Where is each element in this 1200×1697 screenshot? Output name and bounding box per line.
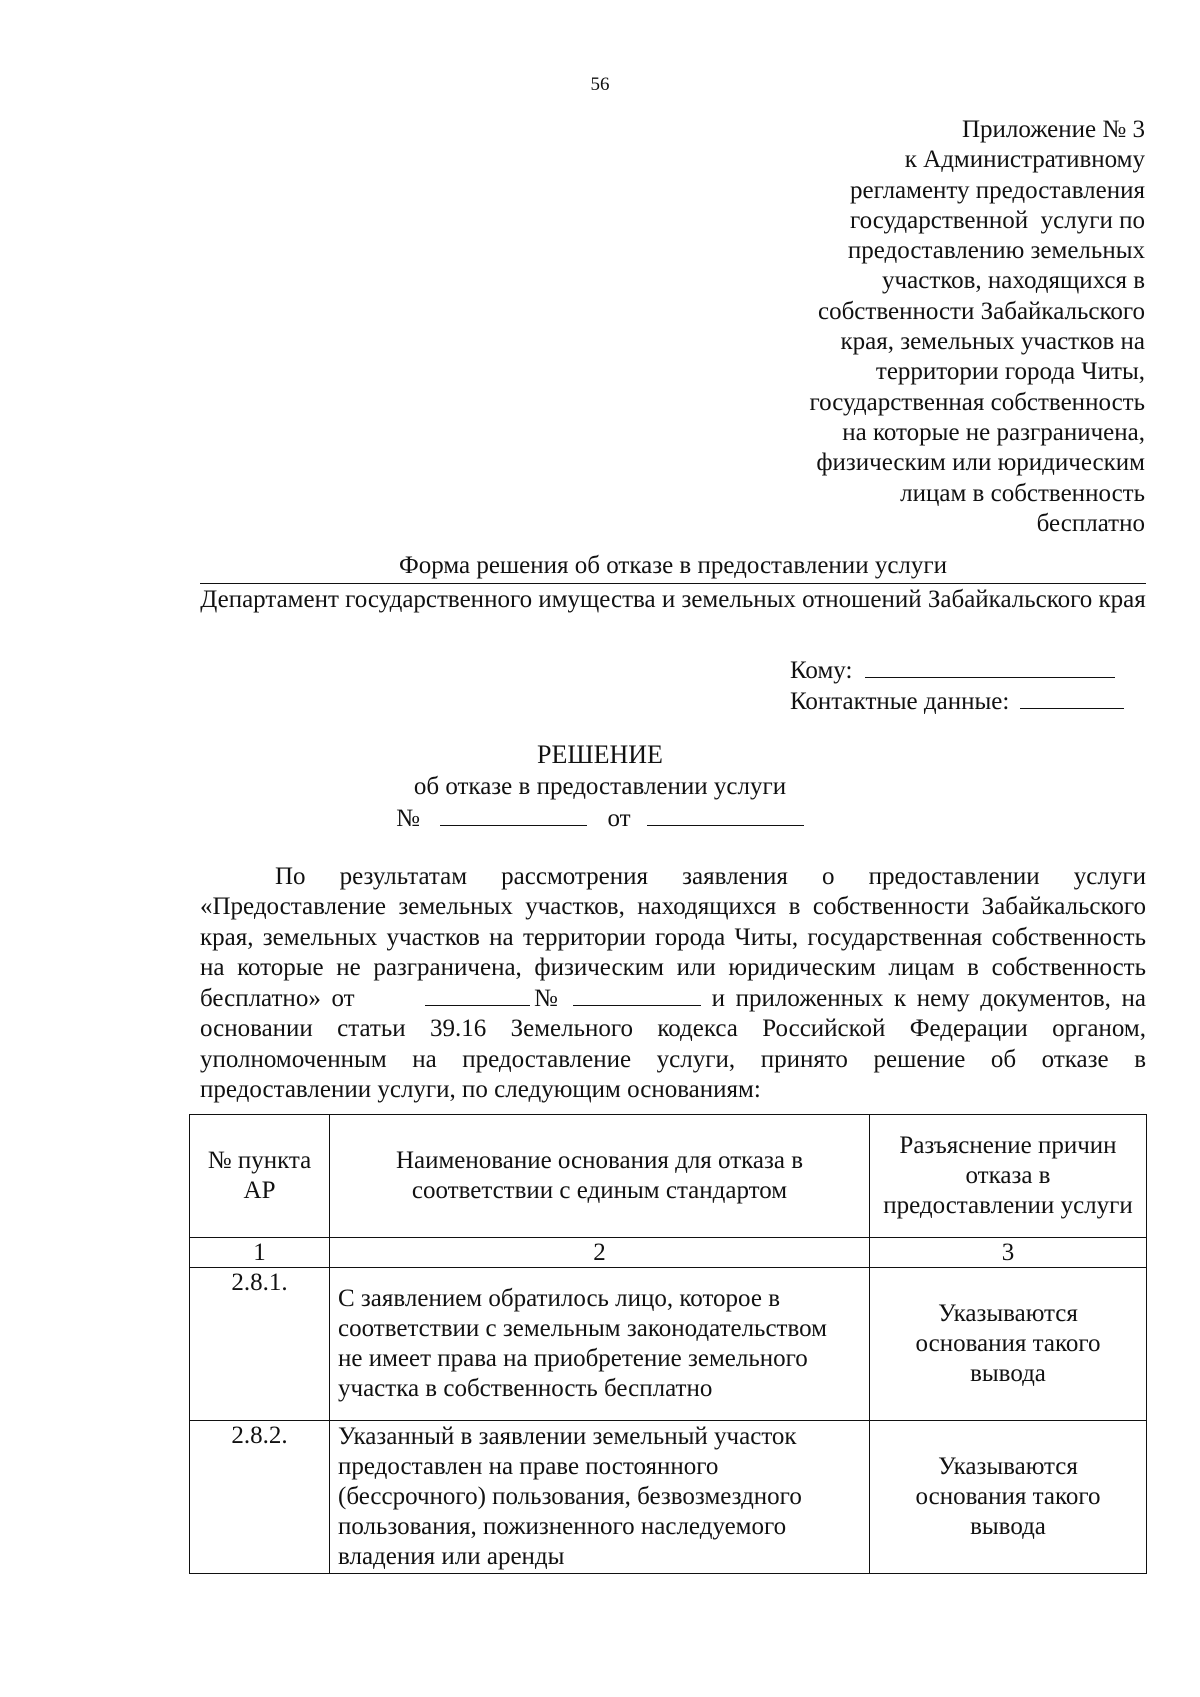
appendix-line: предоставлению земельных bbox=[847, 237, 1145, 265]
decision-number-line bbox=[0, 803, 1200, 834]
row-item-number: 2.8.2. bbox=[190, 1421, 330, 1574]
appendix-line: бесплатно bbox=[1036, 509, 1145, 537]
table-row bbox=[190, 1268, 1147, 1421]
body-text-part1: По результатам рассмотрения заявления о предоставлении услуги «Предоставление земельных участков, находящихся в собственности Забайкальского края, земельных участков на территории города Читы, государственная собственность на которые не разграничена, физическим или юридическим лицам в собственность бесплатно» от bbox=[200, 863, 1146, 1013]
contacts-line bbox=[790, 686, 1124, 717]
page-number: 56 bbox=[590, 74, 610, 95]
row-reason: С заявлением обратилось лицо, которое в соответствии с земельным законодательством не имеет права на приобретение земельного участка в собственность бесплатно bbox=[330, 1268, 870, 1421]
appendix-line: государственной услуги по bbox=[849, 206, 1145, 234]
table-header-row bbox=[190, 1115, 1147, 1238]
row-reason: Указанный в заявлении земельный участок предоставлен на праве постоянного (бессрочного) пользования, безвозмездного пользования, пожизненного наследуемого владения или аренды bbox=[330, 1421, 870, 1574]
header-explanation: Разъяснение причин отказа в предоставлении услуги bbox=[870, 1115, 1147, 1238]
body-text-part2: и приложенных к нему документов, на основании статьи 39.16 Земельного кодекса Российской Федерации органом, уполномоченным на предоставление услуги, принято решение об отказе в предоставлении услуги, по следующим основаниям: bbox=[200, 985, 1147, 1104]
appendix-line: государственная собственность bbox=[809, 388, 1145, 416]
column-number: 2 bbox=[330, 1238, 870, 1268]
refusal-reasons-table bbox=[189, 1114, 1147, 1574]
application-number-label: № bbox=[529, 985, 563, 1013]
department-name: Департамент государственного имущества и земельных отношений Забайкальского края bbox=[200, 586, 1146, 613]
appendix-line: края, земельных участков на bbox=[840, 328, 1145, 356]
appendix-line: регламенту предоставления bbox=[849, 176, 1145, 204]
appendix-line: на которые не разграничена, bbox=[842, 418, 1145, 446]
application-number-blank bbox=[573, 983, 701, 1006]
decision-subtitle: об отказе в предоставлении услуги bbox=[413, 773, 787, 800]
contacts-blank bbox=[1020, 686, 1124, 709]
decision-number-label: № bbox=[396, 805, 420, 832]
column-number-row bbox=[190, 1238, 1147, 1268]
application-date-blank bbox=[425, 983, 530, 1006]
decision-number-blank bbox=[440, 803, 587, 826]
form-title: Форма решения об отказе в предоставлении услуги bbox=[398, 552, 948, 579]
decision-body-paragraph bbox=[200, 862, 1146, 1105]
appendix-line: Приложение № 3 bbox=[961, 116, 1145, 143]
decision-title: РЕШЕНИЕ bbox=[537, 740, 663, 769]
appendix-heading bbox=[650, 115, 1145, 539]
decision-date-blank bbox=[647, 803, 804, 826]
appendix-line: собственности Забайкальского bbox=[817, 297, 1145, 325]
row-item-number: 2.8.1. bbox=[190, 1268, 330, 1421]
header-reason: Наименование основания для отказа в соответствии с единым стандартом bbox=[330, 1115, 870, 1238]
contacts-label: Контактные данные: bbox=[790, 688, 1010, 715]
recipient-label: Кому: bbox=[790, 657, 853, 684]
appendix-line: физическим или юридическим bbox=[816, 449, 1145, 477]
decision-date-label: от bbox=[607, 805, 631, 832]
column-number: 1 bbox=[190, 1238, 330, 1268]
appendix-line: к Административному bbox=[904, 146, 1145, 174]
recipient-line bbox=[790, 655, 1115, 686]
appendix-line: территории города Читы, bbox=[875, 358, 1145, 386]
row-explanation: Указываются основания такого вывода bbox=[870, 1268, 1147, 1421]
row-explanation: Указываются основания такого вывода bbox=[870, 1421, 1147, 1574]
appendix-line: лицам в собственность bbox=[900, 479, 1145, 507]
decision-body bbox=[200, 862, 1146, 1105]
appendix-line: участков, находящихся в bbox=[882, 267, 1145, 295]
header-item-number: № пункта АР bbox=[190, 1115, 330, 1238]
column-number: 3 bbox=[870, 1238, 1147, 1268]
recipient-blank bbox=[865, 655, 1115, 678]
table-row bbox=[190, 1421, 1147, 1574]
